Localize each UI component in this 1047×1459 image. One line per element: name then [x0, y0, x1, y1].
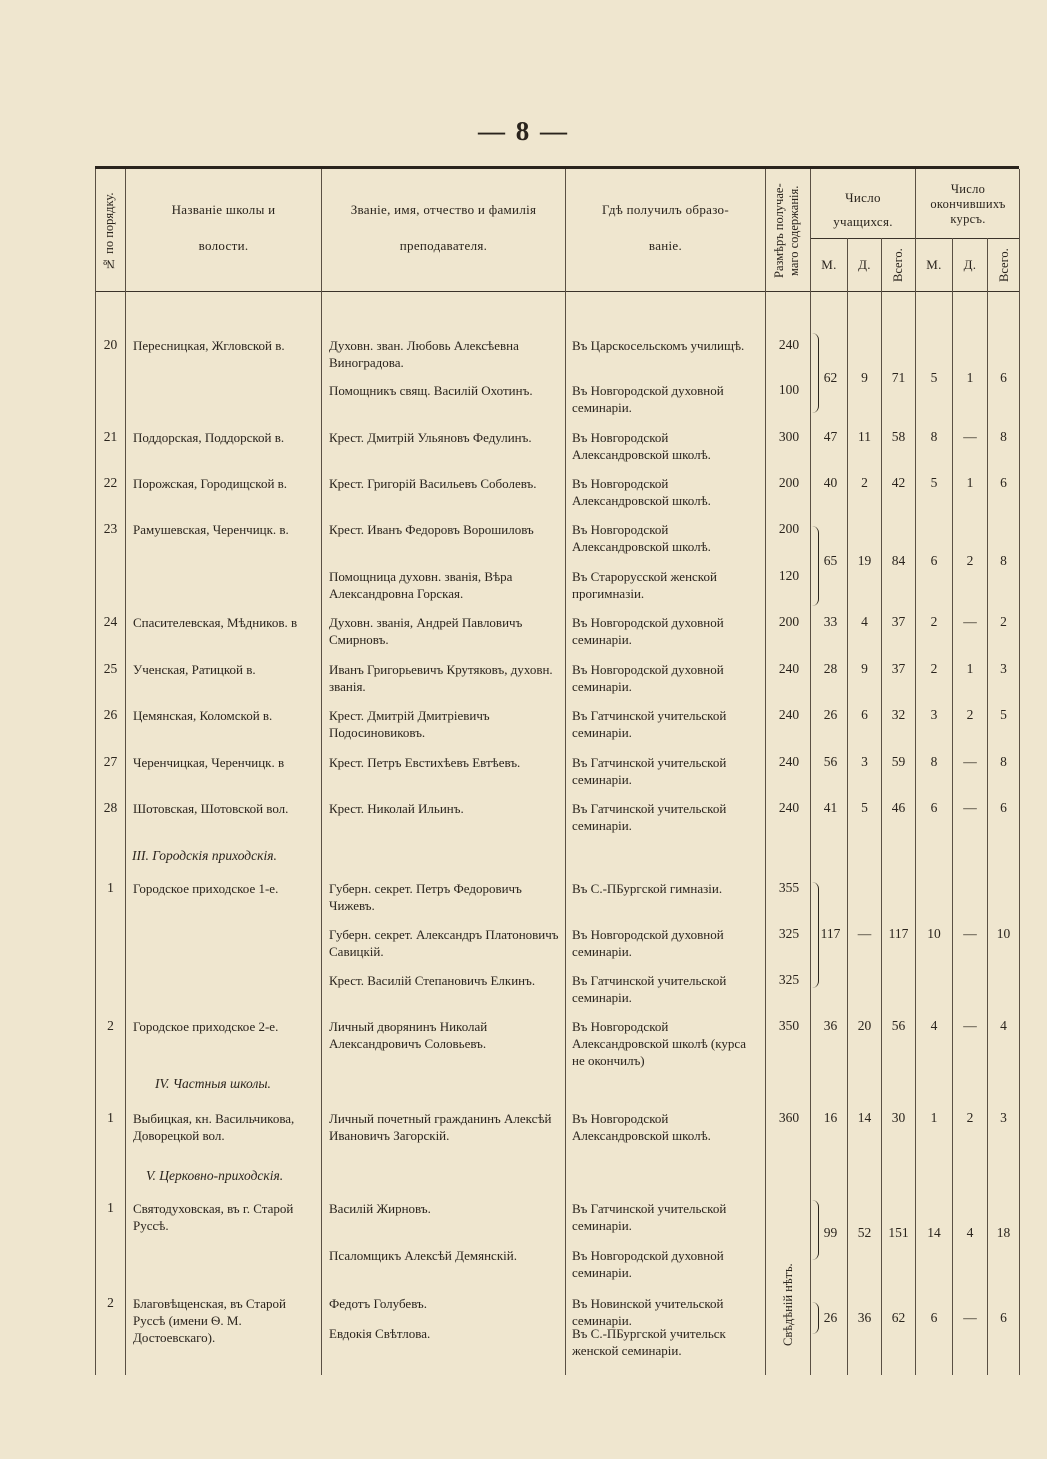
header-pupils: Число учащихся.: [833, 190, 893, 229]
pupils-d: 9: [861, 661, 868, 676]
graduates-m: 1: [930, 1110, 938, 1125]
pupils-total: 117: [888, 926, 909, 941]
teacher-name: Крест. Николай Ильинъ.: [329, 801, 464, 816]
graduates-d: 4: [966, 1225, 974, 1240]
header-d: Д.: [858, 257, 871, 272]
column-rule: [565, 169, 566, 1375]
row-number: 2: [107, 1018, 114, 1033]
graduates-m: 4: [930, 1018, 938, 1033]
graduates-d: —: [963, 926, 977, 941]
education: Въ Новгородской духовной семинаріи.: [572, 662, 724, 694]
education: Въ Гатчинской учительской семинаріи.: [572, 1201, 727, 1233]
salary: 240: [778, 661, 800, 676]
education: Въ Гатчинской учительской семинаріи.: [572, 973, 727, 1005]
pupils-total: 37: [891, 614, 906, 629]
column-rule: [765, 169, 766, 1375]
graduates-m: 5: [930, 370, 938, 385]
education: Въ Новгородской духовной семинаріи.: [572, 927, 724, 959]
graduates-total: 18: [996, 1225, 1011, 1240]
pupils-total: 30: [891, 1110, 906, 1125]
school-name: Городское приходское 2-е.: [133, 1019, 279, 1034]
graduates-total: 6: [1000, 1310, 1007, 1325]
pupils-m: 16: [823, 1110, 838, 1125]
teacher-name: Губерн. секрет. Петръ Федоровичъ Чижевъ.: [329, 881, 522, 913]
graduates-d: —: [963, 1018, 977, 1033]
graduates-total: 10: [996, 926, 1011, 941]
salary: 240: [778, 800, 800, 815]
pupils-total: 56: [891, 1018, 906, 1033]
graduates-total: 3: [1000, 661, 1007, 676]
header-salary: Размѣръ получае- маго содержанія.: [772, 183, 801, 279]
graduates-total: 6: [1000, 800, 1007, 815]
row-number: 26: [103, 707, 118, 722]
salary: 120: [778, 568, 800, 583]
school-name: Святодуховская, въ г. Старой Руссѣ.: [133, 1201, 294, 1233]
pupils-m: 99: [823, 1225, 838, 1240]
pupils-total: 62: [891, 1310, 906, 1325]
pupils-d: 36: [857, 1310, 872, 1325]
row-number: 21: [103, 429, 118, 444]
graduates-total: 5: [1000, 707, 1007, 722]
graduates-m: 5: [930, 475, 938, 490]
column-rule: [915, 169, 916, 1375]
teacher-name: Крест. Петръ Евстихѣевъ Евтѣевъ.: [329, 755, 521, 770]
pupils-total: 59: [891, 754, 906, 769]
salary: 200: [778, 475, 800, 490]
pupils-d: 5: [861, 800, 868, 815]
pupils-total: 32: [891, 707, 906, 722]
teacher-name: Василій Жирновъ.: [329, 1201, 431, 1216]
graduates-total: 3: [1000, 1110, 1007, 1125]
pupils-m: 28: [823, 661, 838, 676]
pupils-total: 151: [888, 1225, 909, 1240]
school-name: Ученская, Ратицкой в.: [133, 662, 256, 677]
graduates-d: —: [963, 429, 977, 444]
teacher-name: Духовн. званія, Андрей Павловичъ Смирновъ.: [329, 615, 523, 647]
row-number: 1: [107, 1110, 114, 1125]
salary: 240: [778, 707, 800, 722]
graduates-d: —: [963, 800, 977, 815]
header-m2: М.: [926, 257, 942, 272]
header-graduates: Число окончившихъ курсъ.: [930, 182, 1006, 226]
header-d2: Д.: [963, 257, 977, 272]
school-name: Шотовская, Шотовской вол.: [133, 801, 289, 816]
pupils-m: 47: [823, 429, 838, 444]
pupils-total: 42: [891, 475, 906, 490]
salary: 100: [778, 382, 800, 397]
graduates-d: 1: [966, 370, 974, 385]
header-edu-1: Гдѣ получилъ образо-: [602, 202, 729, 217]
row-number: 2: [107, 1295, 114, 1310]
school-name: Благовѣщенская, въ Старой Руссѣ (имени Ѳ. М. Достоевскаго).: [133, 1296, 286, 1345]
graduates-total: 8: [1000, 754, 1007, 769]
pupils-d: 19: [857, 553, 872, 568]
salary: 350: [778, 1018, 800, 1033]
pupils-m: 26: [823, 1310, 838, 1325]
education: Въ С.-ПБургской учительск женской семинаріи.: [572, 1326, 726, 1358]
teacher-name: Помощникъ свящ. Василій Охотинъ.: [329, 383, 533, 398]
graduates-m: 6: [930, 800, 938, 815]
header-school-1: Названіе школы и: [171, 202, 276, 217]
header-m: М.: [821, 257, 837, 272]
teacher-name: Личный дворянинъ Николай Александровичъ Соловьевъ.: [329, 1019, 488, 1051]
page-number: — 8 —: [478, 116, 569, 146]
row-number: 20: [103, 337, 118, 352]
pupils-d: —: [857, 926, 872, 941]
graduates-m: 8: [930, 429, 938, 444]
salary: 360: [778, 1110, 800, 1125]
graduates-total: 2: [1000, 614, 1007, 629]
teacher-name: Помощница духовн. званія, Вѣра Александровна Горская.: [329, 569, 513, 601]
school-name: Рамушевская, Черенчицк. в.: [133, 522, 289, 537]
teacher-name: Крест. Иванъ Федоровъ Ворошиловъ: [329, 522, 534, 537]
school-name: Поддорская, Поддорской в.: [133, 430, 285, 445]
pupils-d: 6: [861, 707, 868, 722]
pupils-m: 62: [823, 370, 838, 385]
pupils-d: 4: [861, 614, 868, 629]
header-edu-2: ваніе.: [648, 238, 683, 253]
header-order: № по порядку.: [102, 192, 116, 272]
header-teacher-2: преподавателя.: [399, 238, 488, 253]
education: Въ Новинской учительской семинаріи.: [572, 1296, 724, 1328]
row-number: 1: [107, 1200, 114, 1215]
graduates-d: 1: [966, 661, 974, 676]
graduates-m: 6: [930, 553, 938, 568]
education: Въ Гатчинской учительской семинаріи.: [572, 755, 727, 787]
pupils-total: 46: [891, 800, 906, 815]
school-name: Пересницкая, Жгловской в.: [133, 338, 285, 353]
education: Въ Новгородской духовной семинаріи.: [572, 615, 724, 647]
education: Въ Новгородской Александровской школѣ (курса не окончилъ): [572, 1019, 747, 1068]
education: Въ Новгородской Александровской школѣ.: [572, 522, 711, 554]
no-data-note: Свѣдѣній нѣтъ.: [781, 1263, 795, 1347]
education: Въ Новгородской Александровской школѣ.: [572, 476, 711, 508]
salary: 200: [778, 521, 800, 536]
header-total2: Всего.: [997, 248, 1011, 282]
teacher-name: Крест. Василій Степановичъ Елкинъ.: [329, 973, 536, 988]
school-name: Городское приходское 1-е.: [133, 881, 279, 896]
section-title: V. Церковно-приходскія.: [146, 1168, 284, 1183]
teacher-name: Личный почетный гражданинъ Алексѣй Ивановичъ Загорскій.: [329, 1111, 552, 1143]
row-number: 22: [103, 475, 118, 490]
teacher-name: Иванъ Григорьевичъ Крутяковъ, духовн. званія.: [329, 662, 553, 694]
graduates-d: 2: [966, 553, 974, 568]
teacher-name: Крест. Дмитрій Ульяновъ Федулинъ.: [329, 430, 532, 445]
column-rule: [810, 169, 811, 1375]
column-rule: [321, 169, 322, 1375]
row-number: 28: [103, 800, 118, 815]
school-name: Черенчицкая, Черенчицк. в: [133, 755, 285, 770]
education: Въ С.-ПБургской гимназіи.: [572, 881, 723, 896]
school-name: Спасителевская, Мѣдников. в: [133, 615, 298, 630]
pupils-total: 58: [891, 429, 906, 444]
salary: 240: [778, 754, 800, 769]
school-name: Цемянская, Коломской в.: [133, 708, 273, 723]
row-number: 23: [103, 521, 118, 536]
row-number: 1: [107, 880, 114, 895]
header-total: Всего.: [891, 248, 905, 282]
salary: 300: [778, 429, 800, 444]
school-name: Порожская, Городищской в.: [133, 476, 288, 491]
salary: 240: [778, 337, 800, 352]
pupils-m: 33: [823, 614, 838, 629]
salary: 355: [778, 880, 800, 895]
education: Въ Царскосельскомъ училищѣ.: [572, 338, 745, 353]
section-title: IV. Частныя школы.: [155, 1076, 271, 1091]
pupils-m: 117: [820, 926, 841, 941]
graduates-total: 8: [1000, 429, 1007, 444]
graduates-total: 6: [1000, 370, 1007, 385]
education: Въ Новгородской Александровской школѣ.: [572, 430, 711, 462]
teacher-name: Губерн. секрет. Александръ Платоновичъ Савицкій.: [329, 927, 559, 959]
header-teacher-1: Званіе, имя, отчество и фамилія: [350, 202, 537, 217]
row-number: 25: [103, 661, 118, 676]
graduates-m: 14: [927, 1225, 941, 1240]
salary: 325: [778, 972, 800, 987]
education: Въ Новгородской духовной семинаріи.: [572, 1248, 724, 1280]
graduates-total: 4: [1000, 1018, 1007, 1033]
pupils-m: 36: [823, 1018, 838, 1033]
education: Въ Гатчинской учительской семинаріи.: [572, 801, 727, 833]
teacher-name: Духовн. зван. Любовь Алексѣевна Виноградова.: [329, 338, 519, 370]
pupils-total: 84: [891, 553, 906, 568]
pupils-m: 56: [823, 754, 838, 769]
pupils-total: 37: [891, 661, 906, 676]
salary: 325: [778, 926, 800, 941]
school-name: Выбицкая, кн. Васильчикова, Доворецкой вол.: [133, 1111, 295, 1143]
teacher-name: Крест. Григорій Васильевъ Соболевъ.: [329, 476, 537, 491]
section-title: III. Городскія приходскія.: [132, 848, 277, 863]
graduates-m: 8: [930, 754, 938, 769]
table-top-rule: [95, 166, 1019, 169]
education: Въ Новгородской Александровской школѣ.: [572, 1111, 711, 1143]
pupils-m: 40: [823, 475, 838, 490]
graduates-d: 1: [966, 475, 974, 490]
column-rule: [1019, 169, 1020, 1375]
header-school-2: волости.: [198, 238, 249, 253]
graduates-d: 2: [966, 707, 974, 722]
pupils-d: 14: [857, 1110, 872, 1125]
row-number: 27: [103, 754, 118, 769]
graduates-d: —: [963, 614, 977, 629]
pupils-d: 52: [857, 1225, 872, 1240]
pupils-m: 41: [823, 800, 838, 815]
graduates-d: —: [963, 1310, 977, 1325]
graduates-m: 2: [930, 614, 938, 629]
graduates-m: 6: [930, 1310, 938, 1325]
pupils-m: 65: [823, 553, 838, 568]
graduates-total: 6: [1000, 475, 1007, 490]
graduates-m: 3: [930, 707, 938, 722]
pupils-d: 2: [861, 475, 868, 490]
graduates-m: 10: [927, 926, 941, 941]
graduates-total: 8: [1000, 553, 1007, 568]
graduates-d: —: [963, 754, 977, 769]
teacher-name: Псаломщикъ Алексѣй Демянскій.: [329, 1248, 517, 1263]
education: Въ Старорусской женской прогимназіи.: [572, 569, 717, 601]
teacher-name: Евдокія Свѣтлова.: [329, 1326, 431, 1341]
column-rule: [125, 169, 126, 1375]
pupils-d: 9: [861, 370, 868, 385]
graduates-d: 2: [966, 1110, 974, 1125]
pupils-m: 26: [823, 707, 838, 722]
salary: 200: [778, 614, 800, 629]
graduates-m: 2: [930, 661, 938, 676]
education: Въ Новгородской духовной семинаріи.: [572, 383, 724, 415]
pupils-d: 11: [858, 429, 871, 444]
pupils-d: 20: [857, 1018, 872, 1033]
pupils-total: 71: [891, 370, 906, 385]
row-number: 24: [103, 614, 118, 629]
pupils-d: 3: [861, 754, 868, 769]
education: Въ Гатчинской учительской семинаріи.: [572, 708, 727, 740]
teacher-name: Крест. Дмитрій Дмитріевичъ Подосиновиковъ.: [329, 708, 490, 740]
teacher-name: Федотъ Голубевъ.: [329, 1296, 427, 1311]
